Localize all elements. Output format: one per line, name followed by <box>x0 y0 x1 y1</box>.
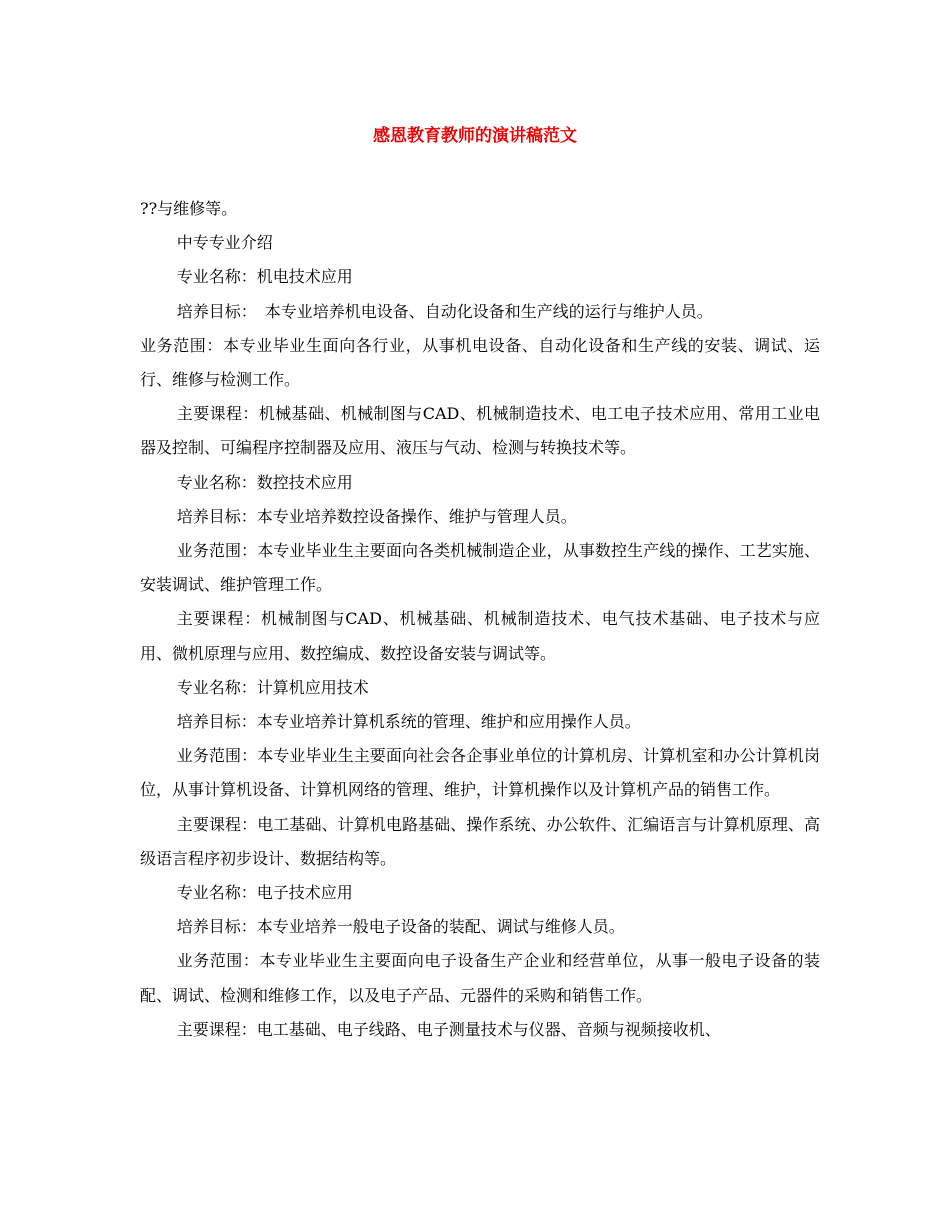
paragraph: 专业名称：机电技术应用 <box>176 267 353 287</box>
paragraph: 业务范围：本专业毕业生主要面向电子设备生产企业和经营单位，从事一般电子设备的装配、调试、检测和维修工作，以及电子产品、元器件的采购和销售工作。 <box>140 951 820 1005</box>
paragraph: 业务范围：本专业毕业生主要面向各类机械制造企业，从事数控生产线的操作、工艺实施、安装调试、维护管理工作。 <box>140 541 820 595</box>
paragraph: 主要课程：电工基础、计算机电路基础、操作系统、办公软件、汇编语言与计算机原理、高级语言程序初步设计、数据结构等。 <box>140 814 820 868</box>
paragraph: 专业名称：电子技术应用 <box>176 883 353 903</box>
paragraph: 培养目标：本专业培养计算机系统的管理、维护和应用操作人员。 <box>176 712 641 732</box>
paragraph: 主要课程：机械基础、机械制图与CAD、机械制造技术、电工电子技术应用、常用工业电器及控制、可编程序控制器及应用、液压与气动、检测与转换技术等。 <box>140 404 820 458</box>
paragraph: 培养目标： 本专业培养机电设备、自动化设备和生产线的运行与维护人员。 <box>176 301 713 321</box>
document-body <box>140 192 820 1047</box>
paragraph: 主要课程：电工基础、电子线路、电子测量技术与仪器、音频与视频接收机、 <box>176 1019 721 1039</box>
paragraph: 培养目标：本专业培养一般电子设备的装配、调试与维修人员。 <box>176 917 625 937</box>
paragraph: 中专专业介绍 <box>176 233 273 253</box>
paragraph: 业务范围：本专业毕业生主要面向社会各企事业单位的计算机房、计算机室和办公计算机岗位，从事计算机设备、计算机网络的管理、维护，计算机操作以及计算机产品的销售工作。 <box>140 746 820 800</box>
paragraph: 业务范围：本专业毕业生面向各行业，从事机电设备、自动化设备和生产线的安装、调试、运行、维修与检测工作。 <box>140 335 820 390</box>
paragraph: ??与维修等。 <box>140 199 238 218</box>
paragraph: 培养目标：本专业培养数控设备操作、维护与管理人员。 <box>176 506 577 526</box>
paragraph: 专业名称：数控技术应用 <box>176 472 353 492</box>
paragraph: 主要课程：机械制图与CAD、机械基础、机械制造技术、电气技术基础、电子技术与应用、微机原理与应用、数控编成、数控设备安装与调试等。 <box>140 609 820 663</box>
paragraph: 专业名称：计算机应用技术 <box>176 677 369 697</box>
document-title: 感恩教育教师的演讲稿范文 <box>373 126 577 146</box>
